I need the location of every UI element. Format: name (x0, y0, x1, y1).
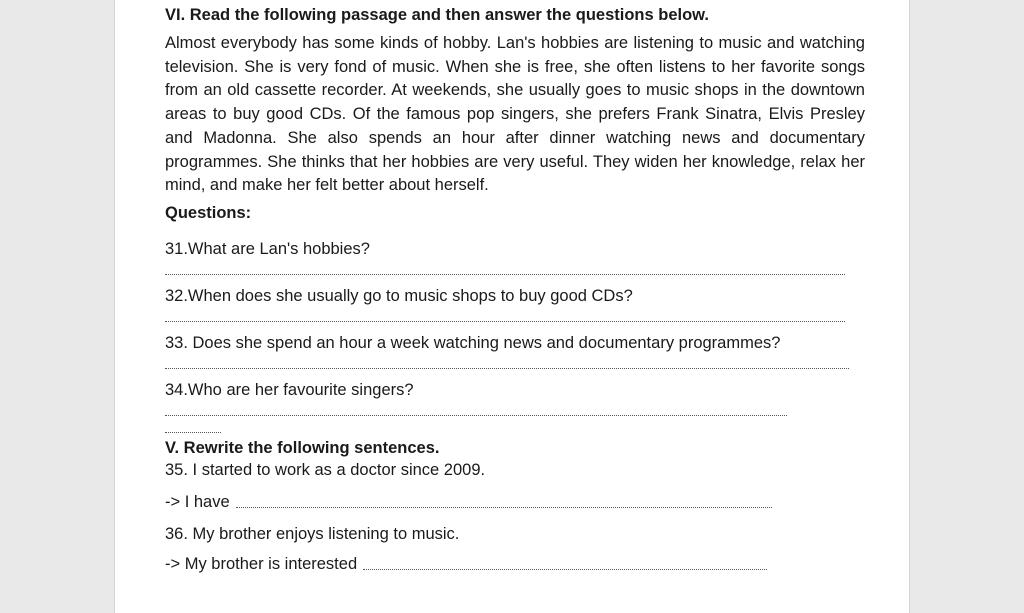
rewrite-prompt-36: -> My brother is interested (165, 554, 358, 573)
section-vi-heading: VI. Read the following passage and then answer the questions below. (165, 6, 709, 24)
rewrite-row-36 (165, 553, 865, 575)
question-34: 34.Who are her favourite singers? (165, 380, 414, 399)
questions-label: Questions: (165, 203, 252, 222)
rewrite-prompt-35: -> I have (165, 492, 230, 511)
answer-line-33 (165, 368, 849, 369)
rewrite-line-36 (363, 569, 767, 570)
section-v-heading: V. Rewrite the following sentences. (165, 438, 440, 457)
answer-line-31 (165, 274, 845, 275)
answer-line-32 (165, 321, 845, 322)
answer-line-34-continued (165, 432, 221, 433)
question-33: 33. Does she spend an hour a week watching news and documentary programmes? (165, 333, 781, 352)
rewrite-row-35 (165, 491, 865, 513)
reading-passage: Almost everybody has some kinds of hobby. Lan's hobbies are listening to music and watching television. She is very fond of music. When she is free, she often listens to her favorite songs from an old cassette recorder. At weekends, she usually goes to music shops in the downtown areas to buy good CDs. Of the famous pop singers, she prefers Frank Sinatra, Elvis Presley and Madonna. She also spends an hour after dinner watching news and documentary programmes. She thinks that her hobbies are very useful. They widen her knowledge, relax her mind, and make her felt better about herself. (165, 34, 865, 195)
rewrite-line-35 (236, 507, 772, 508)
answer-line-34 (165, 415, 787, 416)
worksheet-page (114, 0, 910, 613)
sentence-35: 35. I started to work as a doctor since 2009. (165, 460, 486, 479)
question-32: 32.When does she usually go to music shops to buy good CDs? (165, 286, 633, 305)
sentence-36: 36. My brother enjoys listening to music. (165, 524, 460, 543)
worksheet-content (165, 4, 865, 575)
question-31: 31.What are Lan's hobbies? (165, 239, 370, 258)
